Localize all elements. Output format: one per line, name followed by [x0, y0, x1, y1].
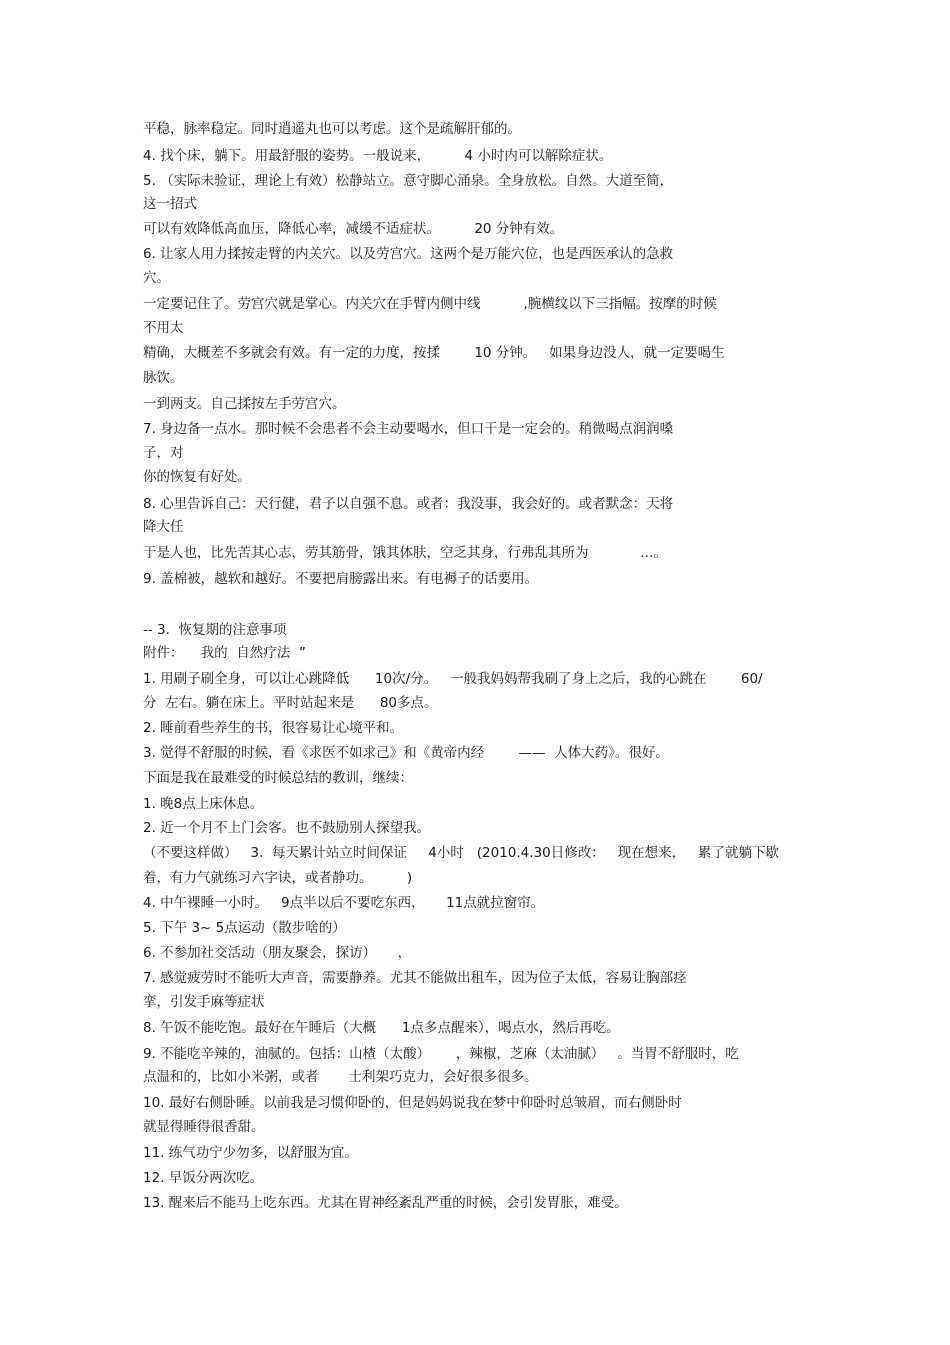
text-line: 13. 醒来后不能马上吃东西。尤其在胃神经紊乱严重的时候，会引发胃胀，难受。 [143, 1195, 628, 1211]
text-line: 着，有力气就练习六字诀，或者静功。 ) [143, 870, 413, 886]
text-line: 2. 睡前看些养生的书，很容易让心境平和。 [143, 720, 404, 736]
text-line: 5. 下午 3~ 5点运动（散步啥的） [143, 920, 346, 936]
text-line: 12. 早饭分两次吃。 [143, 1170, 264, 1186]
text-line: 11. 练气功宁少勿多，以舒服为宜。 [143, 1145, 358, 1161]
text-line: 10. 最好右侧卧睡。以前我是习惯仰卧的，但是妈妈说我在梦中仰卧时总皱眉，而右侧卧时 [143, 1095, 682, 1111]
text-line: 4. 找个床，躺下。用最舒服的姿势。一般说来， 4 小时内可以解除症状。 [143, 148, 613, 164]
text-line: 1. 用刷子刷全身，可以让心跳降低 10次/分。 一般我妈妈帮我刷了身上之后，我的心跳在 60/ [143, 671, 763, 687]
text-line: 8. 午饭不能吃饱。最好在午睡后（大概 1点多点醒来），喝点水，然后再吃。 [143, 1020, 620, 1036]
text-line: 一到两支。自己揉按左手劳宫穴。 [143, 396, 346, 412]
text-line: 点温和的，比如小米粥，或者 士利架巧克力，会好很多很多。 [143, 1069, 538, 1085]
text-line: 于是人也，比先苦其心志，劳其筋骨，饿其体肤，空乏其身，行弗乱其所为 …。 [143, 545, 667, 561]
text-line: 穴。 [143, 270, 170, 286]
text-line: 分 左右。躺在床上。平时站起来是 80多点。 [143, 695, 438, 711]
text-line: 附件： 我的 自然疗法 ” [143, 645, 306, 661]
text-line: 你的恢复有好处。 [143, 469, 251, 485]
text-line: 下面是我在最难受的时候总结的教训，继续： [143, 770, 413, 786]
text-line: 5. （实际未验证，理论上有效）松静站立。意守脚心涌泉。全身放松。自然。大道至简， [143, 173, 674, 189]
text-line: 就显得睡得很香甜。 [143, 1119, 265, 1135]
text-line: 6. 让家人用力揉按走臂的内关穴。以及劳宫穴。这两个是万能穴位，也是西医承认的急救 [143, 246, 674, 262]
section-heading: -- 3. 恢复期的注意事项 [143, 622, 287, 638]
text-line: 挛，引发手麻等症状 [143, 994, 265, 1010]
text-line: 这一招式 [143, 196, 197, 212]
text-line: 4. 中午裸睡一小时。 9点半以后不要吃东西， 11点就拉窗帘。 [143, 895, 545, 911]
text-line: 可以有效降低高血压，降低心率，减缓不适症状。 20 分钟有效。 [143, 221, 564, 237]
text-line: 精确，大概差不多就会有效。有一定的力度，按揉 10 分钟。 如果身边没人，就一定要喝生 [143, 345, 725, 361]
text-line: 一定要记住了。劳宫穴就是掌心。内关穴在手臂内侧中线 ,腕横纹以下三指幅。按摩的时候 [143, 296, 717, 312]
text-line: 子，对 [143, 445, 184, 461]
text-line: 8. 心里告诉自己：天行健，君子以自强不息。或者：我没事，我会好的。或者默念：天将 [143, 496, 674, 512]
text-line: 7. 身边备一点水。那时候不会患者不会主动要喝水，但口干是一定会的。稍微喝点润润嗓 [143, 421, 674, 437]
text-line: 不用太 [143, 320, 184, 336]
text-line: 平稳，脉率稳定。同时逍遥丸也可以考虑。这个是疏解肝郁的。 [143, 121, 521, 137]
text-line: （不要这样做） 3. 每天累计站立时间保证 4小时 (2010.4.30日修改： 现在想来， 累了就躺下歇 [143, 845, 779, 861]
text-line: 7. 感觉疲劳时不能听大声音，需要静养。尤其不能做出租车，因为位子太低，容易让胸部痉 [143, 970, 687, 986]
text-line: 9. 不能吃辛辣的，油腻的。包括：山楂（太酸） ，辣椒，芝麻（太油腻） 。当胃不舒服时，吃 [143, 1046, 739, 1062]
text-line: 3. 觉得不舒服的时候，看《求医不如求己》和《黄帝内经 —— 人体大药》。很好。 [143, 745, 669, 761]
text-line: 1. 晚8点上床休息。 [143, 796, 264, 812]
text-line: 2. 近一个月不上门会客。也不鼓励别人探望我。 [143, 820, 431, 836]
text-line: 脉饮。 [143, 370, 184, 386]
text-line: 6. 不参加社交活动（朋友聚会，探访） ， [143, 945, 412, 961]
text-line: 9. 盖棉被，越软和越好。不要把肩膀露出来。有电褥子的话要用。 [143, 571, 539, 587]
text-line: 降大任 [143, 519, 184, 535]
